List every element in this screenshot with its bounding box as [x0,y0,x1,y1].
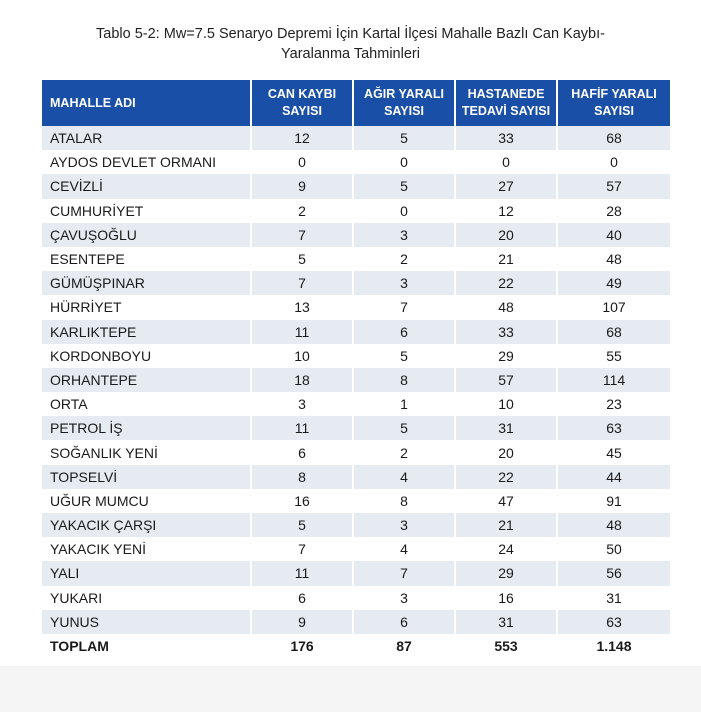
cell-hastanede: 20 [456,223,556,247]
cell-hastanede: 21 [456,247,556,271]
cell-hafif-yarali: 28 [558,199,670,223]
cell-hastanede: 47 [456,489,556,513]
table-row [42,247,670,271]
cell-hafif-yarali: 55 [558,344,670,368]
table-body [42,126,670,658]
cell-can-kaybi: 18 [252,368,352,392]
cell-agir-yarali: 6 [354,610,454,634]
cell-can-kaybi: 13 [252,295,352,319]
table-row [42,440,670,464]
total-hastanede: 553 [456,634,556,658]
cell-agir-yarali: 5 [354,126,454,150]
table-row [42,368,670,392]
cell-hastanede: 0 [456,150,556,174]
table-row [42,465,670,489]
cell-agir-yarali: 6 [354,320,454,344]
cell-hafif-yarali: 114 [558,368,670,392]
cell-agir-yarali: 3 [354,271,454,295]
table-row [42,223,670,247]
header-can-kaybi: CAN KAYBI SAYISI [252,80,352,126]
cell-can-kaybi: 9 [252,610,352,634]
cell-can-kaybi: 6 [252,586,352,610]
table-row [42,489,670,513]
cell-hafif-yarali: 57 [558,174,670,198]
cell-mahalle: ESENTEPE [42,247,250,271]
cell-mahalle: ORHANTEPE [42,368,250,392]
cell-mahalle: YUKARI [42,586,250,610]
cell-hafif-yarali: 44 [558,465,670,489]
page-bottom-strip [0,666,701,712]
cell-hastanede: 12 [456,199,556,223]
total-row [42,634,670,658]
table-row [42,610,670,634]
cell-agir-yarali: 7 [354,561,454,585]
cell-mahalle: GÜMÜŞPINAR [42,271,250,295]
cell-mahalle: PETROL İŞ [42,416,250,440]
cell-mahalle: YAKACIK ÇARŞI [42,513,250,537]
table-row [42,561,670,585]
cell-hastanede: 16 [456,586,556,610]
cell-hafif-yarali: 91 [558,489,670,513]
cell-hastanede: 20 [456,440,556,464]
cell-hastanede: 48 [456,295,556,319]
cell-can-kaybi: 6 [252,440,352,464]
cell-hastanede: 27 [456,174,556,198]
cell-hafif-yarali: 63 [558,610,670,634]
cell-agir-yarali: 0 [354,150,454,174]
cell-can-kaybi: 11 [252,416,352,440]
cell-hastanede: 21 [456,513,556,537]
total-can-kaybi: 176 [252,634,352,658]
cell-can-kaybi: 11 [252,320,352,344]
cell-can-kaybi: 3 [252,392,352,416]
cell-hastanede: 31 [456,610,556,634]
table-caption [40,24,661,64]
cell-can-kaybi: 9 [252,174,352,198]
table-row [42,320,670,344]
cell-hafif-yarali: 107 [558,295,670,319]
cell-mahalle: CUMHURİYET [42,199,250,223]
table-row [42,392,670,416]
table-row [42,174,670,198]
cell-mahalle: ATALAR [42,126,250,150]
cell-agir-yarali: 3 [354,513,454,537]
cell-agir-yarali: 3 [354,223,454,247]
cell-hafif-yarali: 40 [558,223,670,247]
table-row [42,416,670,440]
cell-can-kaybi: 8 [252,465,352,489]
cell-hastanede: 29 [456,344,556,368]
cell-agir-yarali: 2 [354,247,454,271]
cell-can-kaybi: 7 [252,271,352,295]
cell-hafif-yarali: 50 [558,537,670,561]
cell-can-kaybi: 2 [252,199,352,223]
cell-agir-yarali: 0 [354,199,454,223]
cell-hafif-yarali: 31 [558,586,670,610]
cell-can-kaybi: 5 [252,513,352,537]
total-agir-yarali: 87 [354,634,454,658]
header-hastanede-tedavi: HASTANEDE TEDAVİ SAYISI [456,80,556,126]
cell-hafif-yarali: 45 [558,440,670,464]
cell-mahalle: KARLIKTEPE [42,320,250,344]
cell-hastanede: 31 [456,416,556,440]
cell-hafif-yarali: 63 [558,416,670,440]
cell-agir-yarali: 4 [354,537,454,561]
table-row [42,295,670,319]
table-row [42,344,670,368]
cell-agir-yarali: 2 [354,440,454,464]
table-header [42,80,670,126]
table-row [42,271,670,295]
cell-hastanede: 10 [456,392,556,416]
cell-mahalle: UĞUR MUMCU [42,489,250,513]
cell-mahalle: TOPSELVİ [42,465,250,489]
cell-can-kaybi: 16 [252,489,352,513]
cell-agir-yarali: 8 [354,368,454,392]
caption-line-1: Tablo 5-2: Mw=7.5 Senaryo Depremi İçin Kartal İlçesi Mahalle Bazlı Can Kaybı- [96,26,605,42]
header-row [42,80,670,126]
cell-hafif-yarali: 56 [558,561,670,585]
cell-mahalle: YALI [42,561,250,585]
cell-hafif-yarali: 49 [558,271,670,295]
cell-mahalle: ORTA [42,392,250,416]
cell-hafif-yarali: 48 [558,513,670,537]
cell-hastanede: 57 [456,368,556,392]
table-row [42,199,670,223]
cell-hastanede: 22 [456,271,556,295]
table-row [42,126,670,150]
cell-can-kaybi: 5 [252,247,352,271]
cell-can-kaybi: 10 [252,344,352,368]
cell-hastanede: 24 [456,537,556,561]
cell-agir-yarali: 8 [354,489,454,513]
header-mahalle-adi: MAHALLE ADI [42,80,250,126]
cell-mahalle: CEVİZLİ [42,174,250,198]
cell-hastanede: 29 [456,561,556,585]
cell-agir-yarali: 3 [354,586,454,610]
cell-agir-yarali: 5 [354,344,454,368]
header-hafif-yarali: HAFİF YARALI SAYISI [558,80,670,126]
cell-can-kaybi: 11 [252,561,352,585]
cell-can-kaybi: 7 [252,537,352,561]
cell-hafif-yarali: 68 [558,320,670,344]
cell-mahalle: YAKACIK YENİ [42,537,250,561]
cell-mahalle: HÜRRİYET [42,295,250,319]
cell-can-kaybi: 0 [252,150,352,174]
header-agir-yarali: AĞIR YARALI SAYISI [354,80,454,126]
cell-hafif-yarali: 23 [558,392,670,416]
cell-hafif-yarali: 0 [558,150,670,174]
cell-agir-yarali: 4 [354,465,454,489]
cell-can-kaybi: 12 [252,126,352,150]
cell-hafif-yarali: 68 [558,126,670,150]
table-row [42,537,670,561]
cell-agir-yarali: 7 [354,295,454,319]
cell-hastanede: 22 [456,465,556,489]
cell-mahalle: AYDOS DEVLET ORMANI [42,150,250,174]
cell-hafif-yarali: 48 [558,247,670,271]
cell-mahalle: ÇAVUŞOĞLU [42,223,250,247]
cell-mahalle: KORDONBOYU [42,344,250,368]
table-row [42,586,670,610]
cell-agir-yarali: 5 [354,416,454,440]
total-hafif-yarali: 1.148 [558,634,670,658]
cell-agir-yarali: 5 [354,174,454,198]
cell-agir-yarali: 1 [354,392,454,416]
cell-hastanede: 33 [456,320,556,344]
total-label: TOPLAM [42,634,250,658]
cell-hastanede: 33 [456,126,556,150]
cell-mahalle: YUNUS [42,610,250,634]
table-row [42,150,670,174]
caption-line-2: Yaralanma Tahminleri [281,46,420,62]
casualty-table [40,80,672,658]
cell-can-kaybi: 7 [252,223,352,247]
table-row [42,513,670,537]
cell-mahalle: SOĞANLIK YENİ [42,440,250,464]
